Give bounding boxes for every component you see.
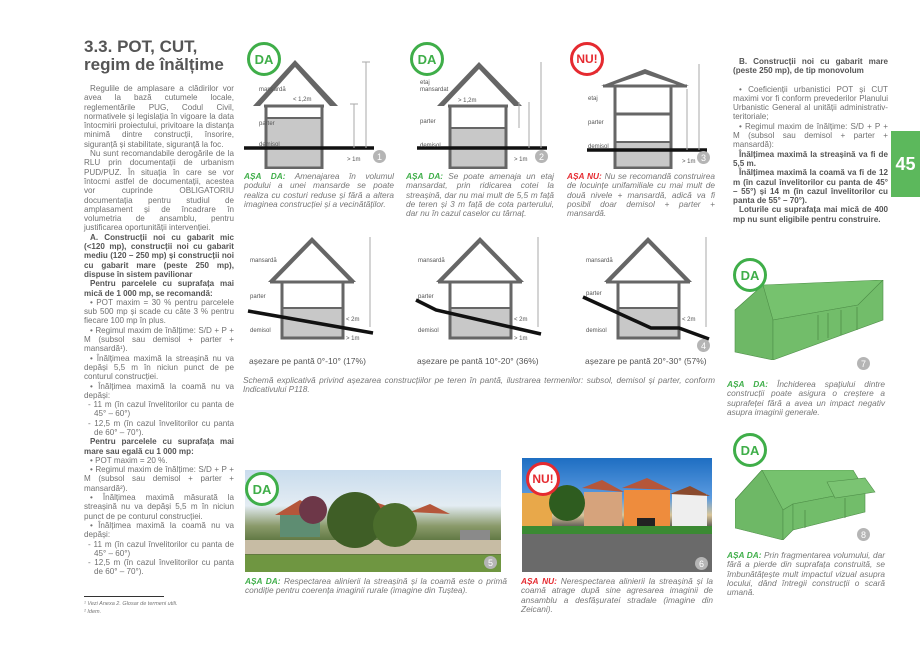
da-badge-2: DA <box>410 42 444 76</box>
slope1-dim-1m: > 1m <box>346 336 360 342</box>
slope3-dim-2m: < 2m <box>682 317 696 323</box>
pot-rule-2: • POT maxim = 20 %. <box>90 455 168 465</box>
label-parter-1: parter <box>259 121 275 127</box>
dim-2-1m: > 1m <box>514 157 528 163</box>
dim-3-1m: > 1m <box>682 159 696 165</box>
label-etaj-3: etaj <box>588 96 598 102</box>
slope1-label-mansarda: mansardă <box>250 258 277 264</box>
footnotes <box>84 600 234 616</box>
figure-number-6: 6 <box>695 557 708 570</box>
label-demisol-2: demisol <box>420 143 441 149</box>
slope1-dim-2m: < 2m <box>346 317 360 323</box>
slope-diagrams <box>245 237 715 352</box>
slope1-label-parter: parter <box>250 294 266 300</box>
label-demisol-3: demisol <box>588 144 609 150</box>
coama-12-5m-2: - 12,5 m (în cazul învelitorilor cu panta de 60° – 70°). <box>88 558 234 577</box>
right-column-text <box>733 57 888 224</box>
slope1-label-demisol: demisol <box>250 328 271 334</box>
slope2-dim-1m: > 1m <box>514 336 528 342</box>
heading-a: A. Construcții noi cu gabarit mic (<120 mp), construcții noi cu gabarit mediu (120 – 250 mp) și construcții noi cu gabarit mare (peste 250 mp), dispuse în sistem pavilionar <box>84 232 234 279</box>
b-rule-pot-cut: • Coeficienții urbanistici POT și CUT maximi vor fi conform prevederilor Planului Urbanistic General al unității administrativ-teritoriale; <box>733 84 888 122</box>
slope-sections-icon <box>245 237 715 352</box>
b-rule-coama: Înălțimea maximă la coamă va fi de 12 m (în cazul învelitorilor cu panta de 45° – 55°) și 14 m (în cazul învelitorilor cu panta de 55° – 70°). <box>733 168 888 206</box>
figure-number-7: 7 <box>857 357 870 370</box>
label-parter-2: parter <box>420 119 436 125</box>
figure-number-5: 5 <box>484 556 497 569</box>
slope2-label-parter: parter <box>418 294 434 300</box>
coama-11m-1: - 11 m (în cazul învelitorilor cu panta de 45° – 60°) <box>88 400 234 419</box>
caption-6: AȘA NU: Nerespectarea alinierii la streașină și la coamă atrage după sine agresarea imaginii de ansamblu a desfășuratei stradale (imagine din Zeicani). <box>521 576 713 614</box>
dim-2-12m: > 1,2m <box>458 98 477 104</box>
b-rule-streasina: Înălțimea maximă la streașină va fi de 5,5 m. <box>733 149 888 168</box>
slope3-label-parter: parter <box>586 291 602 297</box>
pot-rule-1: • POT maxim = 30 % pentru parcelele sub 500 mp și scade cu câte 3 % pentru fiecare 100 mp în plus. <box>84 297 234 326</box>
footnote-1: ¹ Vezi Anexa 2. Glosar de termeni utili. <box>84 601 178 607</box>
coama-11m-2: - 11 m (în cazul învelitorilor cu panta de 45° – 60°) <box>88 539 234 558</box>
figure-number-3: 3 <box>697 151 710 164</box>
caption-3: AȘA NU: Nu se recomandă construirea de locuințe unifamiliale cu mai mult de două nivele + mansardă, adică va fi posibil doar demisol + parter + mansardă. <box>567 171 715 219</box>
subheading-under-1000: Pentru parcelele cu suprafața mai mică de 1 000 mp, se recomandă: <box>84 279 234 298</box>
caption-1: AȘA DA: Amenajarea în volumul podului a unei mansarde se poate realiza cu costuri reduse și fără a altera imaginea construcției și a vecinătăților. <box>244 171 394 209</box>
label-etaj-mansardat-2: etaj mansardat <box>420 80 449 93</box>
regim-rule-2: • Regimul maxim de înălțime: S/D + P + M (subsol sau demisol + parter + mansardă²). <box>84 465 234 493</box>
regim-rule-1: • Regimul maxim de înălțime: S/D + P + M (subsol sau demisol + parter + mansardă¹). <box>84 325 234 354</box>
slope3-caption: așezare pe pantă 20°-30° (57%) <box>585 356 707 366</box>
da-badge-7: DA <box>733 258 767 292</box>
label-demisol-1: demisol <box>259 142 280 148</box>
label-parter-3: parter <box>588 120 604 126</box>
barn-closed-diagram <box>733 280 893 360</box>
caption-5: AȘA DA: Respectarea alinierii la streașină și la coamă este o primă condiție pentru coerența imaginii rurale (imagine din Tuștea). <box>245 576 508 596</box>
coama-rule-2: • Înălțimea maximă la coamă nu va depăși: <box>84 520 234 540</box>
label-mansarda-1: mansardă <box>259 87 286 93</box>
da-badge-8: DA <box>733 433 767 467</box>
photo-tustea <box>245 470 501 572</box>
slope3-label-demisol: demisol <box>586 328 607 334</box>
figure-number-2: 2 <box>535 150 548 163</box>
slope1-caption: așezare pe pantă 0°-10° (17%) <box>249 356 366 366</box>
figure-number-8: 8 <box>857 528 870 541</box>
schema-caption: Schemă explicativă privind așezarea construcțiilor pe teren în pantă, ilustrarea termenilor: subsol, demisol și parter, conform Indicativului P118. <box>243 375 715 395</box>
slope2-label-mansarda: mansardă <box>418 258 445 264</box>
caption-2: AȘA DA: Se poate amenaja un etaj mansardat, prin ridicarea cotei la streașină, dar nu mai mult de 5,5 m față de teren și 3 m față de cota parterului, dar nu în cazul caselor cu târnaț. <box>406 171 554 219</box>
da-badge-1: DA <box>247 42 281 76</box>
streasina-rule-2: • Înălțimea maximă măsurată la streașină nu va depăși 5,5 m în niciun punct de pe conturul construcției. <box>84 493 234 521</box>
b-rule-loturi: Loturile cu suprafața mai mică de 400 mp nu sunt eligibile pentru construire. <box>733 205 888 224</box>
dim-1-2m: < 1,2m <box>293 97 312 103</box>
nu-badge-6: NU! <box>526 462 560 496</box>
slope3-label-mansarda: mansardă <box>586 258 613 264</box>
footnote-2: ² Idem. <box>84 609 102 615</box>
section-title: 3.3. POT, CUT, regim de înălțime <box>84 37 224 74</box>
derogations-paragraph: Nu sunt recomandabile derogările de la RLU prin documentații de urbanism PUD/PUZ. În situația în care se vor întocmi astfel de documentații, acestea vor cuprinde OBLIGATORIU documentația pentru studiul de amplasament și de încadrare în volumetria de ansamblu, pentru justificarea oportunității intervenției. <box>84 149 234 233</box>
caption-8: AȘA DA: Prin fragmentarea volumului, dar fără a pierde din suprafața construită, se îmbunătățește mult impactul vizual asupra locului, dând întregii construcții o scară umană. <box>727 550 886 598</box>
coama-rule-1: • Înălțimea maximă la coamă nu va depăși: <box>84 381 234 400</box>
left-column-text <box>84 84 234 577</box>
figure-number-4: 4 <box>697 339 710 352</box>
page-number-tab: 45 <box>891 131 920 197</box>
slope2-label-demisol: demisol <box>418 328 439 334</box>
intro-paragraph: Regulile de amplasare a clădirilor vor avea la bază cutumele locale, reglementările PUG, Codul Civil, normativele și legislația în vigoare la data întocmirii proiectului, privitoare la distanța minimă dintre construcții, însorire, siguranță și stabilitate, siguranță la foc. <box>84 84 234 149</box>
coama-12-5m-1: - 12,5 m (în cazul învelitorilor cu panta de 60° – 70°). <box>88 418 234 437</box>
streasina-rule-1: • Înălțimea maximă la streașină nu va depăși 5,5 m în niciun punct de pe conturul construcției. <box>84 353 234 382</box>
slope2-dim-2m: < 2m <box>514 317 528 323</box>
slope2-caption: așezare pe pantă 10°-20° (36%) <box>417 356 539 366</box>
heading-b: B. Construcții noi cu gabarit mare (peste 250 mp), de tip monovolum <box>733 57 888 76</box>
dim-1m: > 1m <box>347 157 361 163</box>
footnote-divider <box>84 596 164 597</box>
b-rule-regim: • Regimul maxim de înălțime: S/D + P + M (subsol sau demisol + parter + mansardă): <box>733 121 888 150</box>
barn-7-icon <box>733 280 893 360</box>
nu-badge-3: NU! <box>570 42 604 76</box>
caption-7: AȘA DA: Închiderea spațiului dintre construcții poate asigura o creștere a suprafeței fără a avea un impact negativ asupra imaginii generale. <box>727 379 885 417</box>
village-photo-icon <box>245 470 501 572</box>
da-badge-5: DA <box>245 472 279 506</box>
figure-number-1: 1 <box>373 150 386 163</box>
subheading-over-1000: Pentru parcelele cu suprafața mai mare sau egală cu 1 000 mp: <box>84 437 234 456</box>
